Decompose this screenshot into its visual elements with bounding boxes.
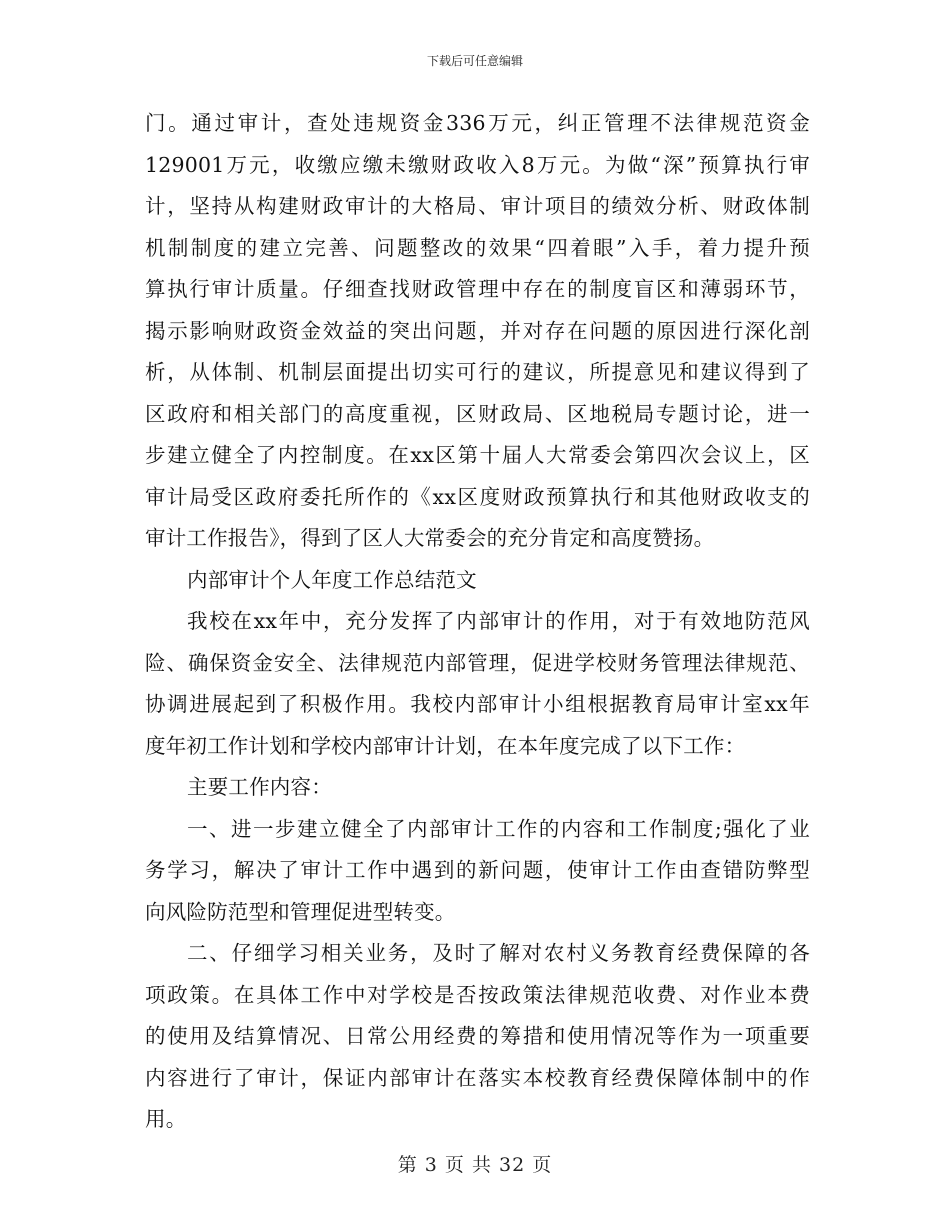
document-body bbox=[145, 103, 810, 1141]
text-line: 项政策。在具体工作中对学校是否按政策法律规范收费、对作业本费 bbox=[145, 982, 810, 1007]
text-line: 内部审计个人年度工作总结范文 bbox=[187, 567, 477, 592]
text-line: 门。通过审计，查处违规资金336万元，纠正管理不法律规范资金 bbox=[145, 111, 810, 135]
text-line: 向风险防范型和管理促进型转变。 bbox=[145, 899, 456, 924]
header-note: 下载后可任意编辑 bbox=[426, 54, 523, 68]
text-line: 度年初工作计划和学校内部审计计划，在本年度完成了以下工作： bbox=[145, 733, 746, 758]
text-line: 析，从体制、机制层面提出切实可行的建议，所提意见和建议得到了 bbox=[145, 360, 810, 384]
page-number: 第 3 页 共 32 页 bbox=[397, 1154, 553, 1176]
text-line: 险、确保资金安全、法律规范内部管理，促进学校财务管理法律规范、 bbox=[145, 650, 810, 675]
text-line: 审计工作报告》，得到了区人大常委会的充分肯定和高度赞扬。 bbox=[145, 526, 715, 550]
text-line: 审计局受区政府委托所作的《xx区度财政预算执行和其他财政收支的 bbox=[145, 484, 810, 509]
text-line: 协调进展起到了积极作用。我校内部审计小组根据教育局审计室xx年 bbox=[145, 692, 810, 716]
text-line: 的使用及结算情况、日常公用经费的筹措和使用情况等作为一项重要 bbox=[145, 1024, 810, 1048]
text-line: 揭示影响财政资金效益的突出问题，并对存在问题的原因进行深化剖 bbox=[145, 318, 810, 343]
text-line: 机制制度的建立完善、问题整改的效果“四着眼”入手，着力提升预 bbox=[145, 235, 810, 260]
text-line: 用。 bbox=[145, 1107, 187, 1131]
text-line: 二、仔细学习相关业务，及时了解对农村义务教育经费保障的各 bbox=[187, 941, 810, 965]
text-line: 内容进行了审计，保证内部审计在落实本校教育经费保障体制中的作 bbox=[145, 1065, 810, 1090]
text-line: 我校在xx年中，充分发挥了内部审计的作用，对于有效地防范风 bbox=[187, 609, 810, 633]
text-line: 129001万元，收缴应缴未缴财政收入8万元。为做“深”预算执行审 bbox=[145, 152, 810, 177]
text-line: 务学习，解决了审计工作中遇到的新问题，使审计工作由查错防弊型 bbox=[145, 858, 810, 882]
text-line: 步建立健全了内控制度。在xx区第十届人大常委会第四次会议上，区 bbox=[145, 443, 810, 467]
text-line: 主要工作内容： bbox=[187, 775, 332, 799]
text-line: 计，坚持从构建财政审计的大格局、审计项目的绩效分析、财政体制 bbox=[145, 194, 810, 218]
text-line: 一、进一步建立健全了内部审计工作的内容和工作制度;强化了业 bbox=[187, 816, 810, 841]
text-line: 区政府和相关部门的高度重视，区财政局、区地税局专题讨论，进一 bbox=[145, 401, 810, 426]
text-line: 算执行审计质量。仔细查找财政管理中存在的制度盲区和薄弱环节， bbox=[145, 277, 810, 301]
